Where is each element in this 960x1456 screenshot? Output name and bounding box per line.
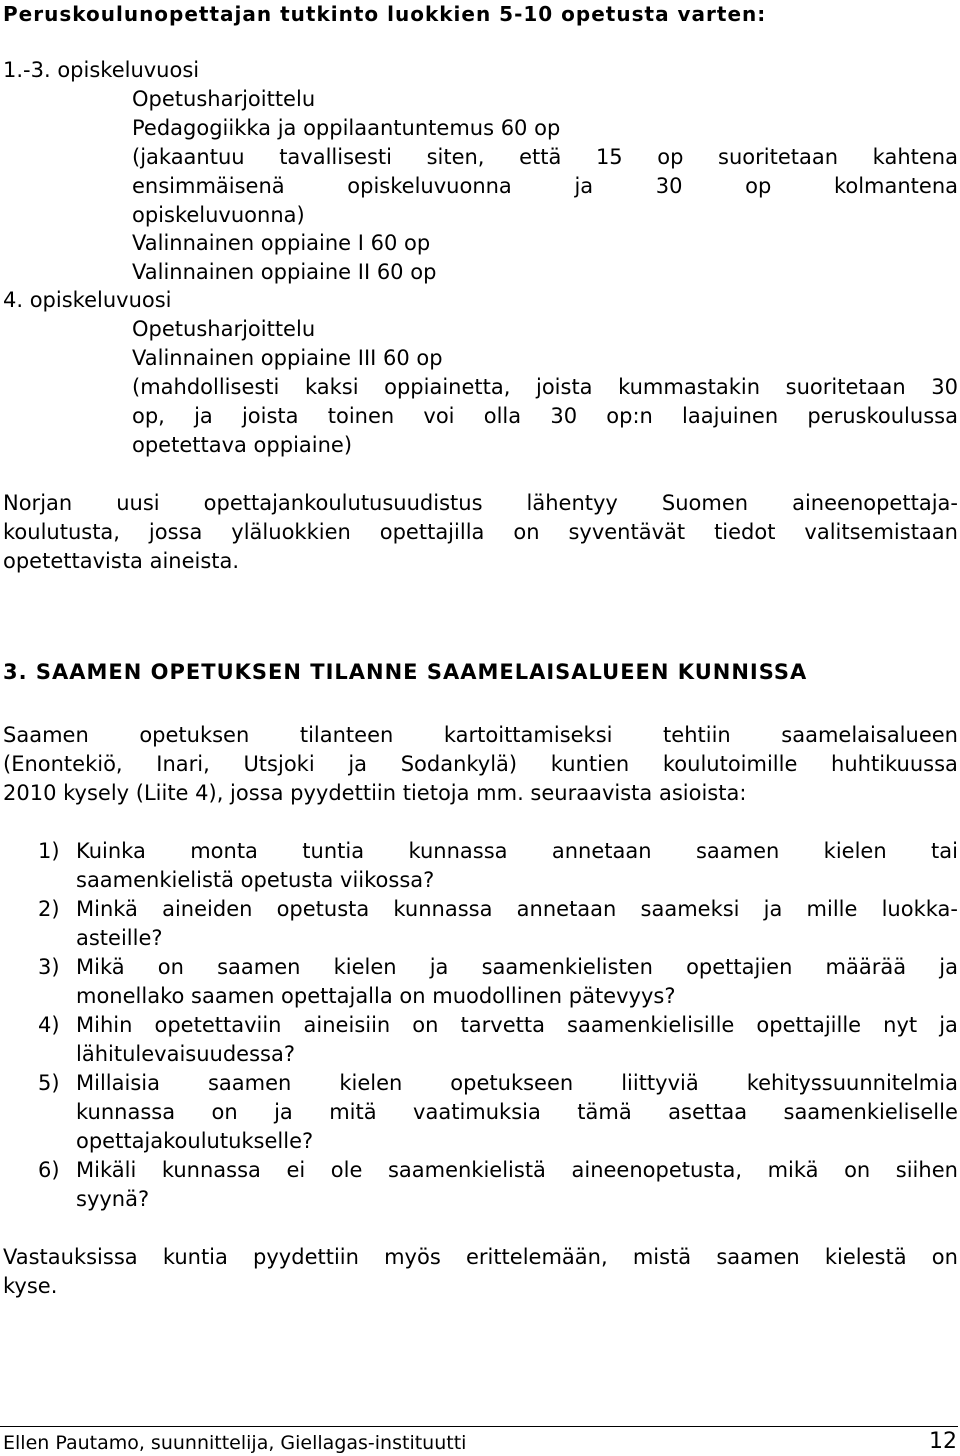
years-1-3-item: Pedagogiikka ja oppilaantuntemus 60 op — [132, 116, 561, 140]
word: saamenkielisten — [481, 955, 653, 979]
years-1-3-item: Valinnainen oppiaine I 60 op — [132, 231, 431, 255]
word: liittyviä — [621, 1071, 699, 1095]
word: aineiden — [162, 897, 253, 921]
word: saamenkieliselle — [783, 1100, 958, 1124]
question-line — [76, 953, 958, 982]
word: ja — [429, 955, 449, 979]
word: 30 — [550, 404, 578, 428]
survey-paragraph-line — [3, 750, 958, 779]
word: on — [412, 1013, 439, 1037]
word: saamelaisalueen — [781, 723, 958, 747]
section-heading: 3. SAAMEN OPETUKSEN TILANNE SAAMELAISALUEEN KUNNISSA — [3, 660, 808, 684]
word: kielen — [339, 1071, 403, 1095]
word: annetaan — [551, 839, 652, 863]
word: siihen — [895, 1158, 958, 1182]
word: kahtena — [872, 145, 958, 169]
years-1-3-label: 1.-3. opiskeluvuosi — [3, 58, 200, 82]
word: koulutoimille — [662, 752, 798, 776]
word: opettajilla — [379, 520, 485, 544]
word: valitsemistaan — [804, 520, 958, 544]
word: tai — [931, 839, 958, 863]
closing-paragraph-line: kyse. — [3, 1274, 58, 1298]
word: 15 — [595, 145, 623, 169]
word: uusi — [116, 491, 160, 515]
word: tilanteen — [299, 723, 394, 747]
word: aineenopetusta, — [571, 1158, 743, 1182]
years-1-3-item: Valinnainen oppiaine II 60 op — [132, 260, 437, 284]
word: määrää — [825, 955, 907, 979]
word: joista — [241, 404, 299, 428]
word: kunnassa — [76, 1100, 176, 1124]
word: nyt — [883, 1013, 918, 1037]
word: koulutusta, — [3, 520, 120, 544]
word: suoritetaan — [718, 145, 839, 169]
word: tehtiin — [663, 723, 731, 747]
question-line — [76, 837, 958, 866]
word: opetukseen — [450, 1071, 574, 1095]
word: opettajille — [756, 1013, 862, 1037]
word: ja — [194, 404, 213, 428]
word: laajuinen — [682, 404, 779, 428]
word: ja — [939, 1013, 958, 1037]
page-number: 12 — [929, 1429, 957, 1454]
word: kielen — [333, 955, 397, 979]
footer-author: Ellen Pautamo, suunnittelija, Giellagas-instituutti — [3, 1432, 467, 1454]
question-line — [76, 1011, 958, 1040]
word: saamen — [217, 955, 301, 979]
word: tuntia — [302, 839, 365, 863]
word: kummastakin — [618, 375, 761, 399]
word: Mikäli — [76, 1158, 137, 1182]
word: että — [519, 145, 562, 169]
word: oppiainetta, — [384, 375, 511, 399]
word: kielestä — [824, 1245, 907, 1269]
word: Mikä — [76, 955, 125, 979]
question-number: 4) — [38, 1013, 60, 1037]
word: pyydettiin — [253, 1245, 359, 1269]
word: Kuinka — [76, 839, 146, 863]
year-4-item — [132, 373, 958, 402]
word: mistä — [632, 1245, 692, 1269]
word: huhtikuussa — [831, 752, 958, 776]
survey-paragraph-line: 2010 kysely (Liite 4), jossa pyydettiin tietoja mm. seuraavista asioista: — [3, 781, 747, 805]
word: Millaisia — [76, 1071, 160, 1095]
word: Minkä — [76, 897, 138, 921]
word: asettaa — [668, 1100, 748, 1124]
word: op — [745, 174, 772, 198]
question-line — [76, 895, 958, 924]
question-number: 2) — [38, 897, 60, 921]
word: saamen — [716, 1245, 800, 1269]
word: aineenopettaja- — [792, 491, 958, 515]
question-number: 1) — [38, 839, 60, 863]
word: aineisiin — [303, 1013, 391, 1037]
year-4-item: opetettava oppiaine) — [132, 433, 353, 457]
year-4-item: Opetusharjoittelu — [132, 317, 316, 341]
question-line — [76, 1156, 958, 1185]
years-1-3-item: opiskeluvuonna) — [132, 203, 305, 227]
word: op:n — [606, 404, 653, 428]
word: 30 — [655, 174, 683, 198]
word: ja — [574, 174, 594, 198]
word: suoritetaan — [785, 375, 906, 399]
word: kunnassa — [408, 839, 508, 863]
word: op, — [132, 404, 165, 428]
word: monta — [190, 839, 258, 863]
word: toinen — [327, 404, 395, 428]
word: kunnassa — [161, 1158, 261, 1182]
question-line: opettajakoulutukselle? — [76, 1129, 314, 1153]
word: on — [157, 955, 184, 979]
word: luokka- — [881, 897, 958, 921]
word: kaksi — [304, 375, 359, 399]
closing-paragraph-line — [3, 1243, 958, 1272]
word: ja — [763, 897, 783, 921]
word: mille — [806, 897, 858, 921]
word: opettajankoulutusuudistus — [203, 491, 483, 515]
word: syventävät — [568, 520, 686, 544]
norway-paragraph-line: opetettavista aineista. — [3, 549, 240, 573]
word: ole — [330, 1158, 363, 1182]
question-number: 3) — [38, 955, 60, 979]
word: (Enontekiö, — [3, 752, 123, 776]
word: op — [657, 145, 684, 169]
years-1-3-item — [132, 172, 958, 201]
footer-divider — [0, 1426, 958, 1427]
word: kunnassa — [393, 897, 493, 921]
word: tiedot — [714, 520, 776, 544]
word: ja — [274, 1100, 293, 1124]
years-1-3-item: Opetusharjoittelu — [132, 87, 316, 111]
word: kuntien — [550, 752, 630, 776]
word: 30 — [931, 375, 958, 399]
word: Inari, — [156, 752, 210, 776]
word: erittelemään, — [465, 1245, 608, 1269]
intro-heading: Peruskoulunopettajan tutkinto luokkien 5-10 opetusta varten: — [3, 2, 767, 26]
word: on — [513, 520, 540, 544]
norway-paragraph-line — [3, 518, 958, 547]
word: siten, — [426, 145, 485, 169]
question-line: monellako saamen opettajalla on muodollinen pätevyys? — [76, 984, 676, 1008]
word: yläluokkien — [231, 520, 351, 544]
word: kolmantena — [833, 174, 958, 198]
word: ensimmäisenä — [132, 174, 285, 198]
word: joista — [535, 375, 593, 399]
word: jossa — [148, 520, 203, 544]
question-line — [76, 1069, 958, 1098]
word: opiskeluvuonna — [347, 174, 512, 198]
year-4-item: Valinnainen oppiaine III 60 op — [132, 346, 443, 370]
word: ja — [348, 752, 368, 776]
word: Mihin — [76, 1013, 133, 1037]
question-line: lähitulevaisuudessa? — [76, 1042, 295, 1066]
word: Saamen — [3, 723, 89, 747]
word: opettajien — [686, 955, 793, 979]
word: voi — [423, 404, 455, 428]
word: opetuksen — [139, 723, 250, 747]
year-4-label: 4. opiskeluvuosi — [3, 288, 172, 312]
word: kielen — [823, 839, 887, 863]
word: peruskoulussa — [807, 404, 958, 428]
word: tämä — [577, 1100, 632, 1124]
word: kartoittamiseksi — [443, 723, 613, 747]
word: vaatimuksia — [413, 1100, 541, 1124]
word: mikä — [767, 1158, 819, 1182]
word: annetaan — [516, 897, 617, 921]
word: on — [931, 1245, 958, 1269]
word: on — [844, 1158, 871, 1182]
word: Sodankylä) — [400, 752, 518, 776]
years-1-3-item — [132, 143, 958, 172]
word: olla — [483, 404, 522, 428]
question-number: 6) — [38, 1158, 60, 1182]
word: lähentyy — [526, 491, 618, 515]
word: myös — [384, 1245, 441, 1269]
word: saamenkielistä — [387, 1158, 546, 1182]
word: on — [211, 1100, 238, 1124]
word: saameksi — [640, 897, 740, 921]
word: (mahdollisesti — [132, 375, 280, 399]
word: Norjan — [3, 491, 73, 515]
survey-paragraph-line — [3, 721, 958, 750]
word: Utsjoki — [243, 752, 315, 776]
word: kuntia — [162, 1245, 228, 1269]
word: Vastauksissa — [3, 1245, 138, 1269]
word: saamen — [207, 1071, 292, 1095]
word: saamenkielisille — [567, 1013, 735, 1037]
word: saamen — [695, 839, 780, 863]
word: Suomen — [661, 491, 749, 515]
question-line: syynä? — [76, 1187, 150, 1211]
question-number: 5) — [38, 1071, 60, 1095]
word: opetettaviin — [154, 1013, 282, 1037]
word: ei — [286, 1158, 306, 1182]
word: kehityssuunnitelmia — [746, 1071, 958, 1095]
question-line: asteille? — [76, 926, 163, 950]
word: tavallisesti — [279, 145, 392, 169]
question-line: saamenkielistä opetusta viikossa? — [76, 868, 435, 892]
word: ja — [939, 955, 958, 979]
word: mitä — [329, 1100, 377, 1124]
question-line — [76, 1098, 958, 1127]
word: (jakaantuu — [132, 145, 245, 169]
norway-paragraph-line — [3, 489, 958, 518]
word: opetusta — [276, 897, 370, 921]
word: tarvetta — [460, 1013, 545, 1037]
year-4-item — [132, 402, 958, 431]
